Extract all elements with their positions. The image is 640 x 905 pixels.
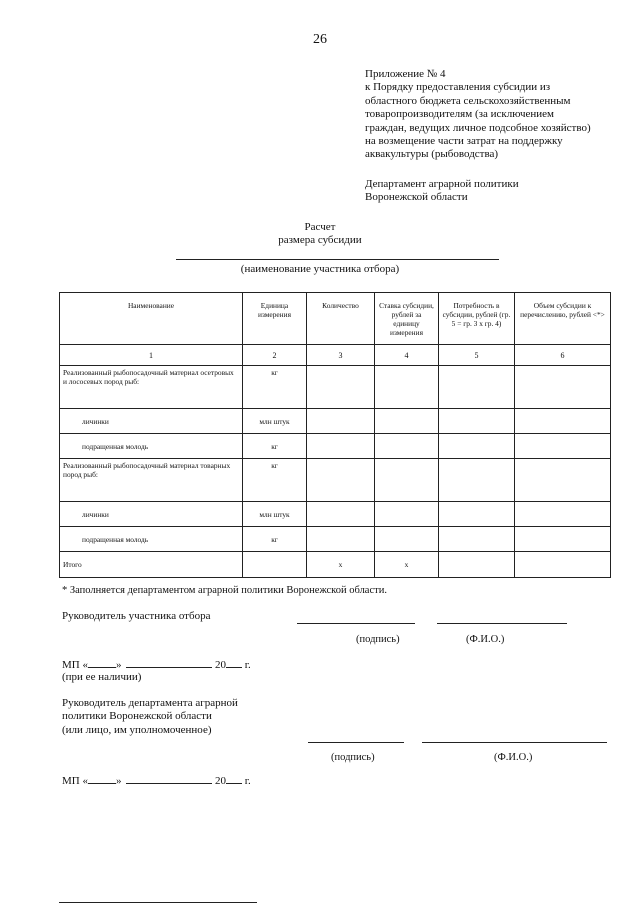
row-unit: кг (243, 434, 307, 459)
calc-title: Расчет (304, 221, 336, 233)
header-unit: Единица измерения (243, 293, 307, 345)
mp-year: 20 (214, 775, 226, 787)
department-head-line: Руководитель департамента аграрной (62, 697, 238, 709)
participant-fio-caption: (Ф.И.О.) (466, 634, 505, 645)
department-line: Департамент аграрной политики (365, 178, 519, 190)
day-blank[interactable] (88, 658, 116, 668)
department-signature-line[interactable] (308, 742, 404, 743)
participant-signature-line[interactable] (297, 623, 415, 624)
column-number-row (60, 345, 611, 366)
department-head-line: политики Воронежской области (62, 710, 212, 723)
participant-stamp-date (62, 658, 251, 671)
subsidy-table (59, 292, 611, 578)
row-quantity[interactable] (307, 527, 375, 552)
appendix-line: товаропроизводителям (за исключением (365, 108, 555, 121)
column-number: 1 (60, 345, 243, 366)
table-row (60, 434, 611, 459)
total-rate: х (375, 552, 439, 578)
table-row (60, 502, 611, 527)
page-number: 26 (313, 32, 327, 47)
table-total-row (60, 552, 611, 578)
row-rate[interactable] (375, 502, 439, 527)
row-quantity[interactable] (307, 459, 375, 502)
column-number: 5 (439, 345, 515, 366)
department-line: Воронежской области (365, 191, 468, 204)
header-rate: Ставка субсидии, рублей за единицу измерения (375, 293, 439, 345)
total-quantity: х (307, 552, 375, 578)
row-name: подращенная молодь (60, 527, 243, 552)
total-label: Итого (60, 552, 243, 578)
row-need[interactable] (439, 502, 515, 527)
mp-quote: » (115, 659, 122, 671)
table-row (60, 366, 611, 409)
appendix-line: областного бюджета сельскохозяйственным (365, 94, 571, 107)
row-need[interactable] (439, 434, 515, 459)
row-name: подращенная молодь (60, 434, 243, 459)
total-amount[interactable] (515, 552, 611, 578)
department-signature-caption: (подпись) (331, 752, 375, 763)
row-need[interactable] (439, 366, 515, 409)
mp-prefix: МП « (62, 659, 88, 671)
row-name: Реализованный рыбопосадочный материал товарных пород рыб: (60, 459, 243, 502)
row-amount[interactable] (515, 527, 611, 552)
header-quantity: Количество (307, 293, 375, 345)
participant-signature-caption: (подпись) (356, 634, 400, 645)
department-stamp-date (62, 774, 251, 787)
row-rate[interactable] (375, 366, 439, 409)
column-number: 4 (375, 345, 439, 366)
row-quantity[interactable] (307, 502, 375, 527)
department-fio-line[interactable] (422, 742, 607, 743)
row-unit: млн штук (243, 502, 307, 527)
participant-name-line[interactable] (176, 259, 499, 260)
row-unit: кг (243, 527, 307, 552)
row-quantity[interactable] (307, 409, 375, 434)
table-row (60, 409, 611, 434)
department-head-label (62, 697, 238, 737)
row-need[interactable] (439, 527, 515, 552)
row-need[interactable] (439, 409, 515, 434)
mp-prefix: МП « (62, 775, 88, 787)
day-blank[interactable] (88, 774, 116, 784)
year-blank[interactable] (226, 658, 242, 668)
month-blank[interactable] (126, 774, 212, 784)
appendix-header (365, 68, 627, 162)
department-addressee (365, 178, 519, 205)
bottom-rule (59, 902, 257, 903)
appendix-line: к Порядку предоставления субсидии из (365, 81, 551, 94)
row-amount[interactable] (515, 366, 611, 409)
row-need[interactable] (439, 459, 515, 502)
column-number: 3 (307, 345, 375, 366)
month-blank[interactable] (126, 658, 212, 668)
row-quantity[interactable] (307, 366, 375, 409)
participant-head-label: Руководитель участника отбора (62, 610, 211, 622)
department-fio-caption: (Ф.И.О.) (494, 752, 533, 763)
participant-fio-line[interactable] (437, 623, 567, 624)
row-unit: кг (243, 366, 307, 409)
row-amount[interactable] (515, 502, 611, 527)
mp-suffix: г. (244, 775, 251, 787)
calc-subtitle: размера субсидии (278, 234, 362, 247)
row-amount[interactable] (515, 409, 611, 434)
row-name: личинки (60, 502, 243, 527)
row-unit: млн штук (243, 409, 307, 434)
row-rate[interactable] (375, 409, 439, 434)
participant-name-caption: (наименование участника отбора) (240, 263, 400, 275)
department-head-line: (или лицо, им уполномоченное) (62, 723, 212, 736)
header-need: Потребность в субсидии, рублей (гр. 5 = гр. 3 x гр. 4) (439, 293, 515, 345)
stamp-note: (при ее наличии) (62, 671, 142, 683)
mp-year: 20 (214, 659, 226, 671)
table-row (60, 527, 611, 552)
header-name: Наименование (60, 293, 243, 345)
year-blank[interactable] (226, 774, 242, 784)
calculation-title (0, 221, 640, 248)
mp-quote: » (115, 775, 122, 787)
row-rate[interactable] (375, 459, 439, 502)
row-amount[interactable] (515, 434, 611, 459)
row-name: личинки (60, 409, 243, 434)
appendix-line: Приложение № 4 (365, 68, 446, 80)
row-rate[interactable] (375, 434, 439, 459)
table-row (60, 459, 611, 502)
table-header-row (60, 293, 611, 345)
header-amount: Объем субсидии к перечислению, рублей <*> (515, 293, 611, 345)
row-unit: кг (243, 459, 307, 502)
footnote: * Заполняется департаментом аграрной политики Воронежской области. (62, 585, 387, 596)
column-number: 2 (243, 345, 307, 366)
total-unit (243, 552, 307, 578)
mp-suffix: г. (244, 659, 251, 671)
row-quantity[interactable] (307, 434, 375, 459)
appendix-line: аквакультуры (рыбоводства) (365, 148, 499, 161)
row-name: Реализованный рыбопосадочный материал осетровых и лососевых пород рыб: (60, 366, 243, 409)
column-number: 6 (515, 345, 611, 366)
row-rate[interactable] (375, 527, 439, 552)
total-need[interactable] (439, 552, 515, 578)
appendix-line: на возмещение части затрат на поддержку (365, 135, 563, 148)
row-amount[interactable] (515, 459, 611, 502)
appendix-line: граждан, ведущих личное подсобное хозяйство) (365, 121, 591, 134)
